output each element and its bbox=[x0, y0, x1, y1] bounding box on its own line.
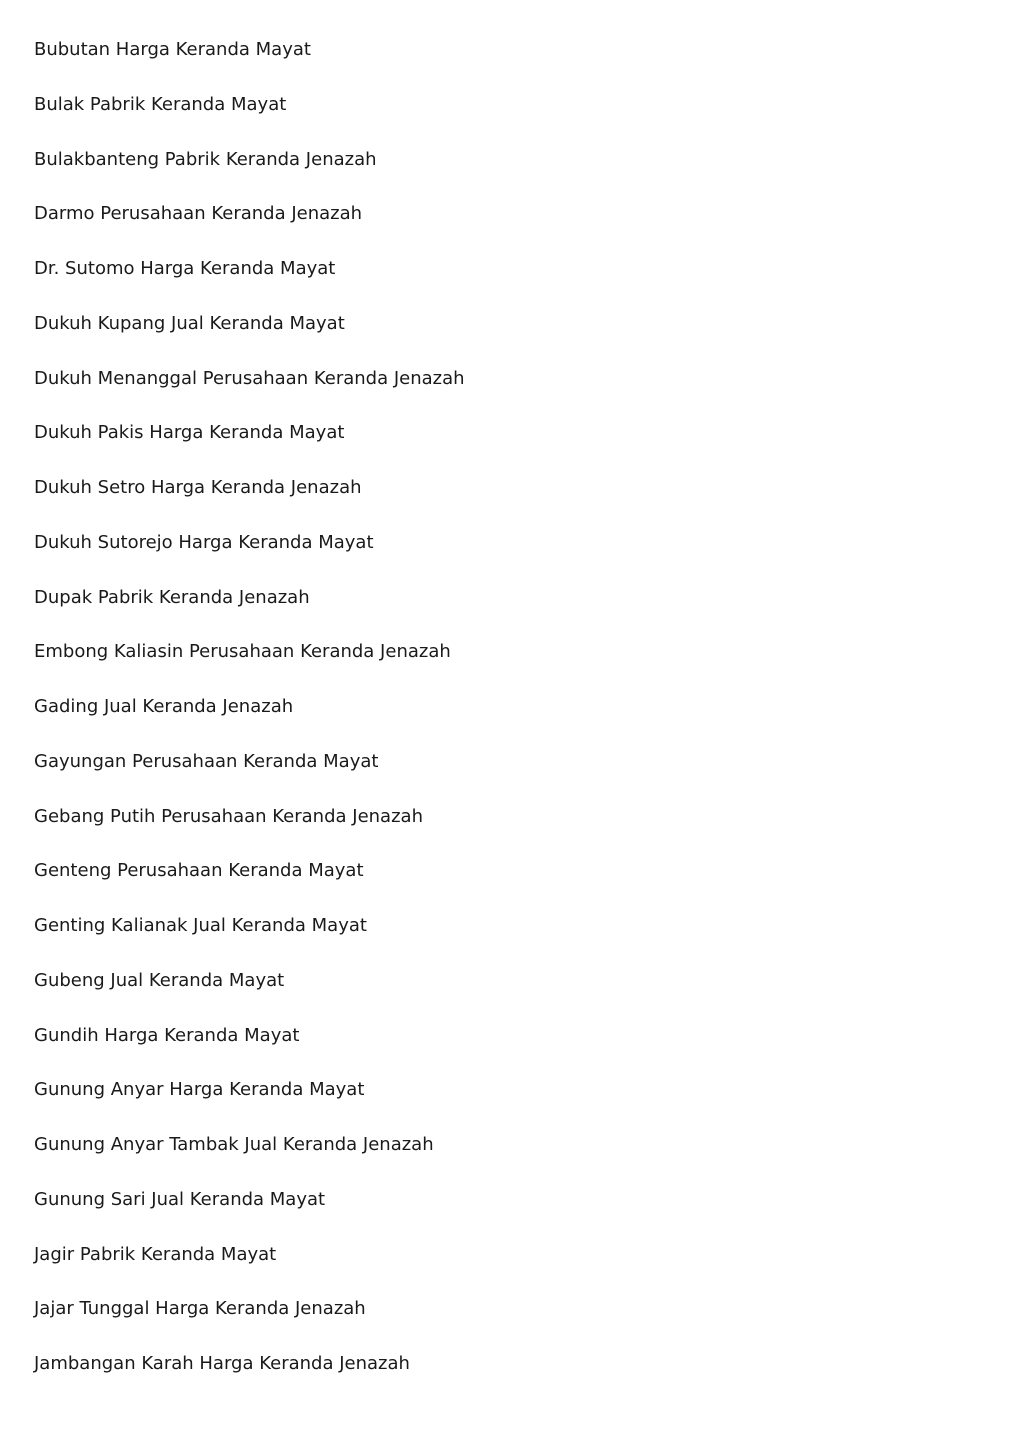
list-item: Dukuh Menanggal Perusahaan Keranda Jenazah bbox=[34, 367, 465, 389]
list-item: Jajar Tunggal Harga Keranda Jenazah bbox=[34, 1298, 366, 1320]
list-item: Dukuh Sutorejo Harga Keranda Mayat bbox=[34, 531, 374, 553]
list-item: Bulakbanteng Pabrik Keranda Jenazah bbox=[34, 148, 377, 170]
list-item: Genting Kalianak Jual Keranda Mayat bbox=[34, 915, 367, 936]
list-item: Dukuh Kupang Jual Keranda Mayat bbox=[34, 312, 345, 334]
location-list bbox=[34, 36, 465, 1405]
list-item: Genteng Perusahaan Keranda Mayat bbox=[34, 860, 364, 882]
list-item: Gunung Anyar Tambak Jual Keranda Jenazah bbox=[34, 1134, 434, 1155]
list-item: Gayungan Perusahaan Keranda Mayat bbox=[34, 750, 379, 772]
list-item: Embong Kaliasin Perusahaan Keranda Jenazah bbox=[34, 641, 451, 663]
list-item: Gundih Harga Keranda Mayat bbox=[34, 1024, 300, 1046]
list-item: Bubutan Harga Keranda Mayat bbox=[34, 39, 311, 60]
list-item: Gading Jual Keranda Jenazah bbox=[34, 696, 294, 717]
list-item: Dukuh Setro Harga Keranda Jenazah bbox=[34, 477, 362, 498]
list-item: Jambangan Karah Harga Keranda Jenazah bbox=[34, 1353, 410, 1374]
list-item: Dr. Sutomo Harga Keranda Mayat bbox=[34, 258, 336, 279]
list-item: Gebang Putih Perusahaan Keranda Jenazah bbox=[34, 805, 423, 827]
list-item: Gunung Anyar Harga Keranda Mayat bbox=[34, 1079, 365, 1101]
list-item: Gunung Sari Jual Keranda Mayat bbox=[34, 1188, 326, 1210]
list-item: Darmo Perusahaan Keranda Jenazah bbox=[34, 203, 363, 225]
list-item: Bulak Pabrik Keranda Mayat bbox=[34, 93, 287, 115]
list-item: Gubeng Jual Keranda Mayat bbox=[34, 969, 285, 991]
list-item: Jagir Pabrik Keranda Mayat bbox=[34, 1243, 277, 1265]
list-item: Dupak Pabrik Keranda Jenazah bbox=[34, 586, 310, 608]
list-item: Dukuh Pakis Harga Keranda Mayat bbox=[34, 422, 345, 444]
